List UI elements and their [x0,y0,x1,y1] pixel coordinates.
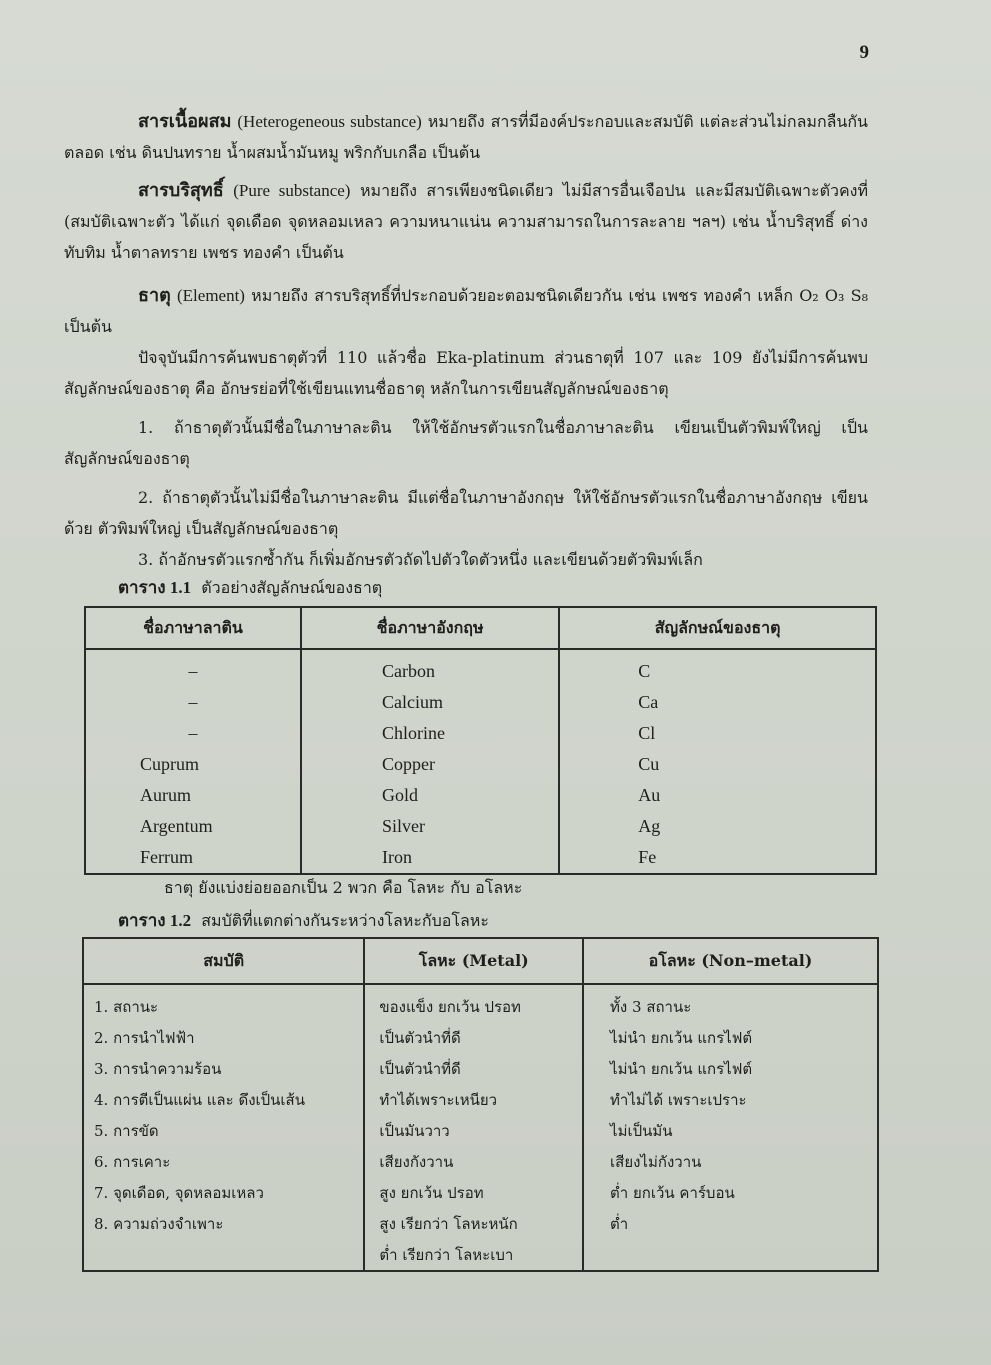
symbol-cell: Fe [559,842,876,874]
paragraph-current-discovery: ปัจจุบันมีการค้นพบธาตุตัวที่ 110 แล้วชื่อ Eka-platinum ส่วนธาตุที่ 107 และ 109 ยังไม่มีการค้นพบ สัญลักษณ์ของธาตุ คือ อักษรย่อที่ใช้เขียนแทนชื่อธาตุ หลักในการเขียนสัญลักษณ์ของธาตุ [64,348,868,398]
table1-title: ตัวอย่างสัญลักษณ์ของธาตุ [201,578,383,597]
table-row [83,1115,878,1146]
property-cell: 8. ความถ่วงจำเพาะ [83,1208,364,1239]
latin-name-cell: Argentum [85,811,301,842]
property-cell: 4. การตีเป็นแผ่น และ ดึงเป็นเส้น [83,1084,364,1115]
english-name-cell: Calcium [301,687,559,718]
nonmetal-cell: เสียงไม่กังวาน [583,1146,878,1177]
property-cell [83,1239,364,1271]
metal-cell: ของแข็ง ยกเว้น ปรอท [364,984,583,1022]
metal-cell: เป็นตัวนำที่ดี [364,1022,583,1053]
english-name-cell: Iron [301,842,559,874]
symbol-cell: C [559,649,876,687]
rule-3: 3. ถ้าอักษรตัวแรกซ้ำกัน ก็เพิ่มอักษรตัวถัดไปตัวใดตัวหนึ่ง และเขียนด้วยตัวพิมพ์เล็ก [138,550,703,569]
nonmetal-cell: ไม่เป็นมัน [583,1115,878,1146]
latin-name-cell: – [85,687,301,718]
table-row [83,1239,878,1271]
metal-nonmetal-table [82,937,879,1272]
latin-name-cell: Ferrum [85,842,301,874]
property-cell: 5. การขัด [83,1115,364,1146]
metal-cell: เป็นตัวนำที่ดี [364,1053,583,1084]
definition-element: หมายถึง สารบริสุทธิ์ที่ประกอบด้วยอะตอมชนิดเดียวกัน เช่น เพชร ทองคำ เหล็ก O₂ O₃ S₈ เป็นต้น [64,286,869,336]
element-symbol-table [84,606,877,875]
english-name-cell: Copper [301,749,559,780]
nonmetal-cell [583,1239,878,1271]
metal-cell: สูง เรียกว่า โลหะหนัก [364,1208,583,1239]
symbol-cell: Cl [559,718,876,749]
table2-caption [118,907,489,934]
property-cell: 1. สถานะ [83,984,364,1022]
symbol-cell: Au [559,780,876,811]
table-row [83,1146,878,1177]
header-latin-name: ชื่อภาษาลาติน [85,607,301,649]
nonmetal-cell: ไม่นำ ยกเว้น แกรไฟต์ [583,1053,878,1084]
property-cell: 7. จุดเดือด, จุดหลอมเหลว [83,1177,364,1208]
rule-2: 2. ถ้าธาตุตัวนั้นไม่มีชื่อในภาษาละติน มีแต่ชื่อในภาษาอังกฤษ ให้ใช้อักษรตัวแรกในชื่อภาษาอังกฤษ เขียนด้วย ตัวพิมพ์ใหญ่ เป็นสัญลักษณ์ของธาตุ [64,488,868,538]
rule-1: 1. ถ้าธาตุตัวนั้นมีชื่อในภาษาละติน ให้ใช้อักษรตัวแรกในชื่อภาษาละติน เขียนเป็นตัวพิมพ์ใหญ่ เป็นสัญลักษณ์ของธาตุ [64,418,868,468]
paragraph-element [64,280,868,342]
term-pure-substance: สารบริสุทธิ์ [138,180,224,201]
definition-heterogeneous: หมายถึง สารที่มีองค์ประกอบและสมบัติ แต่ละส่วนไม่กลมกลืนกันตลอด เช่น ดินปนทราย น้ำผสมน้ำมันหมู พริกกับเกลือ เป็นต้น [64,112,868,162]
header-nonmetal: อโลหะ (Non–metal) [583,938,878,984]
page-number: 9 [859,42,869,63]
table1-label: ตาราง 1.1 [118,578,192,597]
term-heterogeneous-english: (Heterogeneous substance) [237,112,422,131]
latin-name-cell: Aurum [85,780,301,811]
english-name-cell: Silver [301,811,559,842]
latin-name-cell: – [85,649,301,687]
term-pure-substance-english: (Pure substance) [233,181,351,200]
table-row [85,811,876,842]
metal-cell: ทำได้เพราะเหนียว [364,1084,583,1115]
nonmetal-cell: ต่ำ ยกเว้น คาร์บอน [583,1177,878,1208]
table-row [85,749,876,780]
english-name-cell: Gold [301,780,559,811]
nonmetal-cell: ต่ำ [583,1208,878,1239]
symbol-cell: Cu [559,749,876,780]
metal-cell: เสียงกังวาน [364,1146,583,1177]
header-english-name: ชื่อภาษาอังกฤษ [301,607,559,649]
nonmetal-cell: ทำไม่ได้ เพราะเปราะ [583,1084,878,1115]
english-name-cell: Chlorine [301,718,559,749]
symbol-cell: Ag [559,811,876,842]
table-row [85,687,876,718]
metal-cell: สูง ยกเว้น ปรอท [364,1177,583,1208]
table-row [83,984,878,1022]
table-row [83,1022,878,1053]
metal-cell: เป็นมันวาว [364,1115,583,1146]
table-row [83,1084,878,1115]
paragraph-pure-substance [64,175,868,268]
metal-cell: ต่ำ เรียกว่า โลหะเบา [364,1239,583,1271]
definition-pure-substance: หมายถึง สารเพียงชนิดเดียว ไม่มีสารอื่นเจือปน และมีสมบัติเฉพาะตัวคงที่ (สมบัติเฉพาะตัว ได้แก่ จุดเดือด จุดหลอมเหลว ความหนาแน่น ความสามารถในการละลาย ฯลฯ) เช่น น้ำบริสุทธิ์ ด่างทับทิม น้ำตาลทราย เพชร ทองคำ เป็นต้น [64,181,869,262]
table-header-row [83,938,878,984]
paragraph-element-division: ธาตุ ยังแบ่งย่อยออกเป็น 2 พวก คือ โลหะ กับ อโลหะ [164,878,523,897]
table-row [83,1208,878,1239]
term-heterogeneous: สารเนื้อผสม [138,111,232,132]
property-cell: 3. การนำความร้อน [83,1053,364,1084]
nonmetal-cell: ไม่นำ ยกเว้น แกรไฟต์ [583,1022,878,1053]
english-name-cell: Carbon [301,649,559,687]
table-row [85,780,876,811]
symbol-cell: Ca [559,687,876,718]
term-element: ธาตุ [138,285,171,306]
nonmetal-cell: ทั้ง 3 สถานะ [583,984,878,1022]
table-row [83,1177,878,1208]
table2-title: สมบัติที่แตกต่างกันระหว่างโลหะกับอโลหะ [201,911,489,930]
table-header-row [85,607,876,649]
header-property: สมบัติ [83,938,364,984]
table1-caption [118,574,382,601]
latin-name-cell: Cuprum [85,749,301,780]
header-metal: โลหะ (Metal) [364,938,583,984]
table-row [85,842,876,874]
term-element-english: (Element) [177,286,245,305]
property-cell: 6. การเคาะ [83,1146,364,1177]
property-cell: 2. การนำไฟฟ้า [83,1022,364,1053]
table-row [85,718,876,749]
latin-name-cell: – [85,718,301,749]
paragraph-heterogeneous [64,106,868,168]
table-row [83,1053,878,1084]
table-row [85,649,876,687]
header-element-symbol: สัญลักษณ์ของธาตุ [559,607,876,649]
table2-label: ตาราง 1.2 [118,911,192,930]
